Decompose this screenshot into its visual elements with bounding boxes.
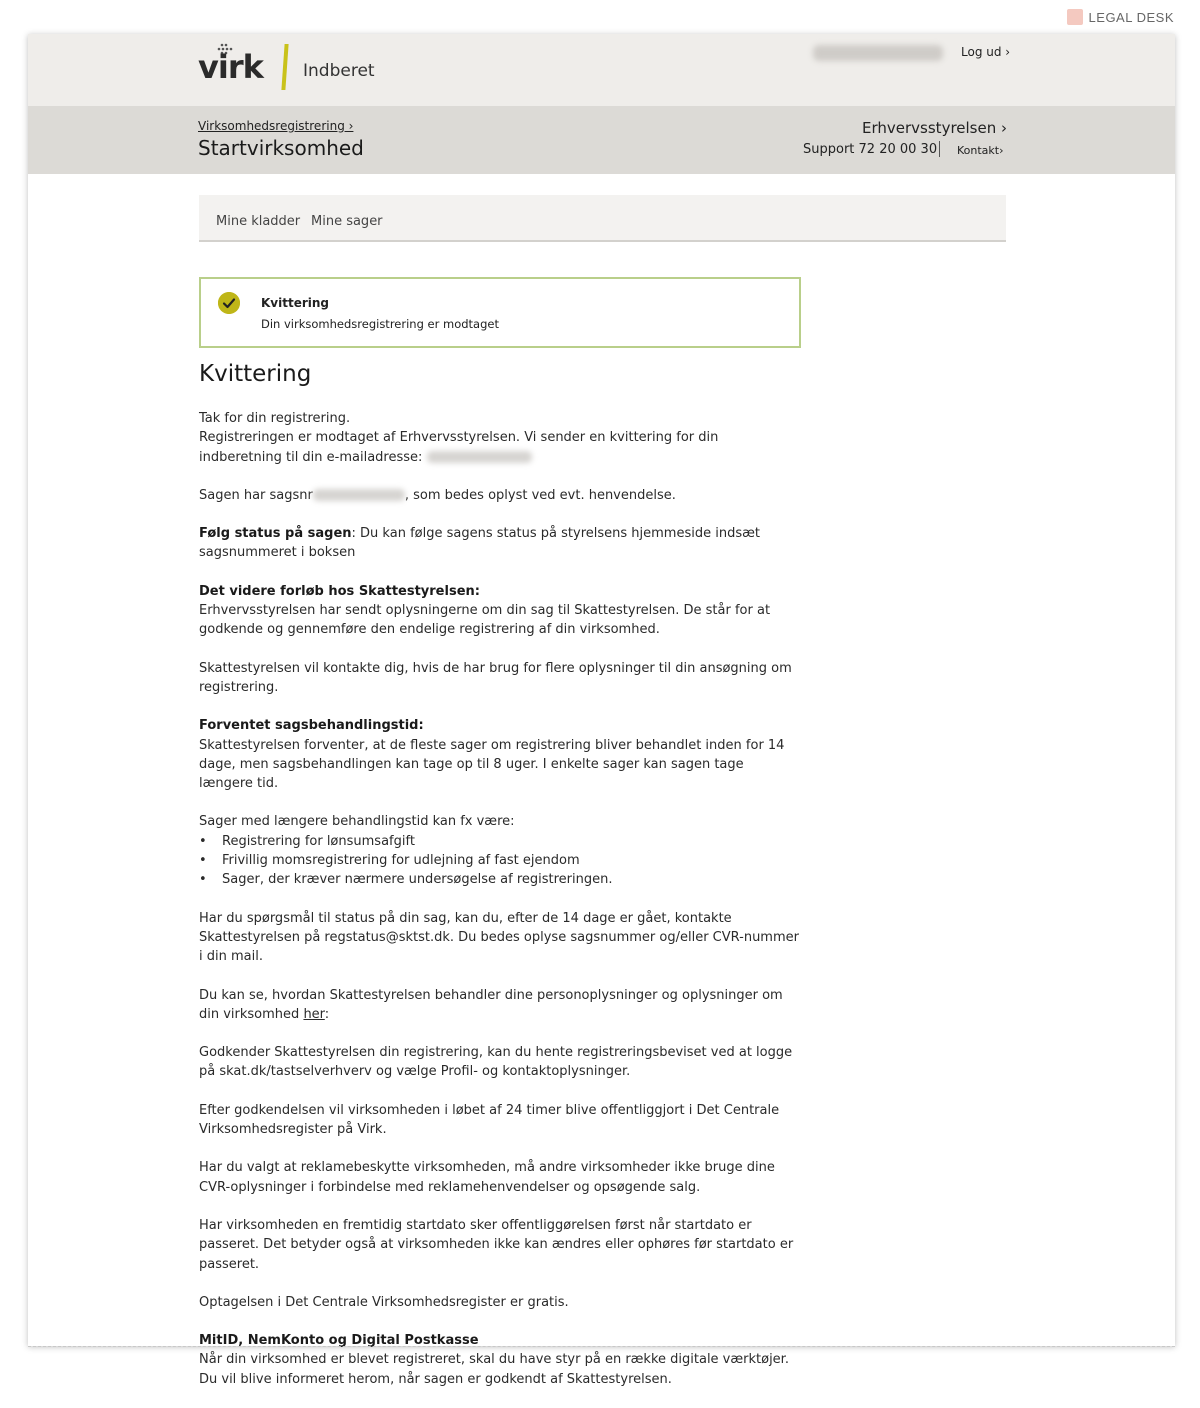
contact-link[interactable]: Kontakt› — [957, 144, 1004, 157]
status-text: : Du kan følge sagens status på styrelsens hjemmeside indsæt sagsnummeret i boksen — [199, 526, 760, 561]
publish-paragraph: Efter godkendelsen vil virksomheden i løbet af 24 timer blive offentliggjort i Det Centrale Virksomhedsregister på Virk. — [199, 1102, 780, 1138]
support-phone: Support 72 20 00 30 — [803, 142, 938, 157]
privacy-link[interactable]: her — [303, 1006, 325, 1022]
notice-text: Din virksomhedsregistrering er modtaget — [261, 317, 499, 331]
time-text: Skattestyrelsen forventer, at de fleste sager om registrering bliver behandlet inden for 14 dage, men sagsbehandlingen kan tage op til 8 uger. I enkelte sager kan sagen tage længere tid. — [199, 737, 785, 792]
tab-mine-kladder[interactable]: Mine kladder — [216, 214, 301, 229]
legal-desk-watermark — [1067, 9, 1174, 25]
sub-header — [28, 106, 1175, 174]
free-paragraph: Optagelsen i Det Centrale Virksomhedsregister er gratis. — [199, 1294, 569, 1310]
list-item: • Sager, der kræver nærmere undersøgelse af registreringen. — [222, 870, 799, 889]
logo-subtitle: Indberet — [303, 61, 375, 81]
contact-paragraph: Skattestyrelsen vil kontakte dig, hvis de har brug for flere oplysninger til din ansøgning om registrering. — [199, 660, 792, 695]
watermark-text: LEGAL DESK — [1088, 9, 1174, 25]
case-number-redacted — [313, 489, 405, 501]
legal-desk-logo-icon — [1067, 9, 1083, 25]
privacy-post: : — [324, 1006, 330, 1022]
page-bottom-edge — [28, 1346, 1175, 1348]
email-redacted — [427, 451, 532, 463]
intro-thanks: Tak for din registrering. — [199, 411, 351, 426]
mitid-text: Når din virksomhed er blevet registreret, skal du have styr på en række digitale værktøjer. Du vil blive informeret herom, når sagen er godkendt af Skattestyrelsen. — [199, 1352, 789, 1387]
case-post: , som bedes oplyst ved evt. henvendelse. — [404, 487, 676, 503]
longer-intro: Sager med længere behandlingstid kan fx være: — [199, 814, 515, 830]
future-date-paragraph: Har virksomheden en fremtidig startdato sker offentliggørelsen først når startdato er passeret. Det betyder også at virksomheden ikke kan ændres eller ophøres før startdato er passeret. — [199, 1217, 794, 1272]
time-heading: Forventet sagsbehandlingstid: — [199, 718, 424, 734]
receipt-notice — [199, 277, 801, 348]
authority-link[interactable]: Erhvervsstyrelsen › — [862, 119, 1007, 137]
receipt-content — [199, 409, 799, 1408]
page-title: Startvirksomhed — [198, 136, 364, 160]
longer-list — [199, 832, 799, 890]
tabs-bar — [199, 195, 1006, 242]
logo-divider — [281, 44, 288, 90]
browser-page — [28, 34, 1175, 1387]
user-name-redacted — [813, 45, 943, 61]
process-heading: Det videre forløb hos Skattestyrelsen: — [199, 583, 480, 599]
intro-received: Registreringen er modtaget af Erhvervsstyrelsen. Vi sender en kvittering for din indberetning til din e-mailadresse: — [199, 430, 719, 465]
main-heading: Kvittering — [199, 361, 312, 387]
logout-link[interactable]: Log ud › — [961, 45, 1011, 59]
mitid-paragraph — [199, 1331, 799, 1389]
mitid-heading: MitID, NemKonto og Digital Postkasse — [199, 1333, 479, 1349]
divider — [939, 141, 940, 157]
check-circle-icon — [218, 292, 240, 314]
ad-protection-paragraph: Har du valgt at reklamebeskytte virksomheden, må andre virksomheder ikke bruge dine CVR-oplysninger i forbindelse med reklamehenvendelser og opsøgende salg. — [199, 1160, 775, 1195]
status-paragraph — [199, 524, 799, 563]
top-header — [28, 34, 1175, 106]
intro-paragraph — [199, 409, 799, 467]
privacy-text: Du kan se, hvordan Skattestyrelsen behandler dine personoplysninger og oplysninger om din virksomhed — [199, 987, 783, 1022]
list-item: • Frivillig momsregistrering for udlejning af fast ejendom — [222, 851, 799, 870]
case-number-paragraph — [199, 486, 799, 505]
questions-paragraph: Har du spørgsmål til status på din sag, kan du, efter de 14 dage er gået, kontakte Skattestyrelsen på regstatus@sktst.dk. Du bedes oplyse sagsnummer og/eller CVR-nummer i din mail. — [199, 910, 799, 965]
case-pre: Sagen har sagsnr — [199, 487, 313, 503]
notice-title: Kvittering — [261, 296, 330, 310]
privacy-paragraph — [199, 986, 799, 1025]
breadcrumb[interactable]: Virksomhedsregistrering › — [198, 119, 354, 133]
approve-paragraph: Godkender Skattestyrelsen din registrering, kan du hente registreringsbeviset ved at logge på skat.dk/tastselverhverv og vælge Profil- og kontaktoplysninger. — [199, 1045, 793, 1080]
virk-logo[interactable]: virk — [198, 48, 263, 86]
list-item: • Registrering for lønsumsafgift — [222, 832, 799, 851]
process-text: Erhvervsstyrelsen har sendt oplysningerne om din sag til Skattestyrelsen. De står for at godkende og gennemføre den endelige registrering af din virksomhed. — [199, 603, 771, 638]
status-heading: Følg status på sagen — [199, 526, 352, 542]
tab-mine-sager[interactable]: Mine sager — [311, 214, 383, 229]
time-paragraph — [199, 716, 799, 793]
process-paragraph — [199, 582, 799, 640]
